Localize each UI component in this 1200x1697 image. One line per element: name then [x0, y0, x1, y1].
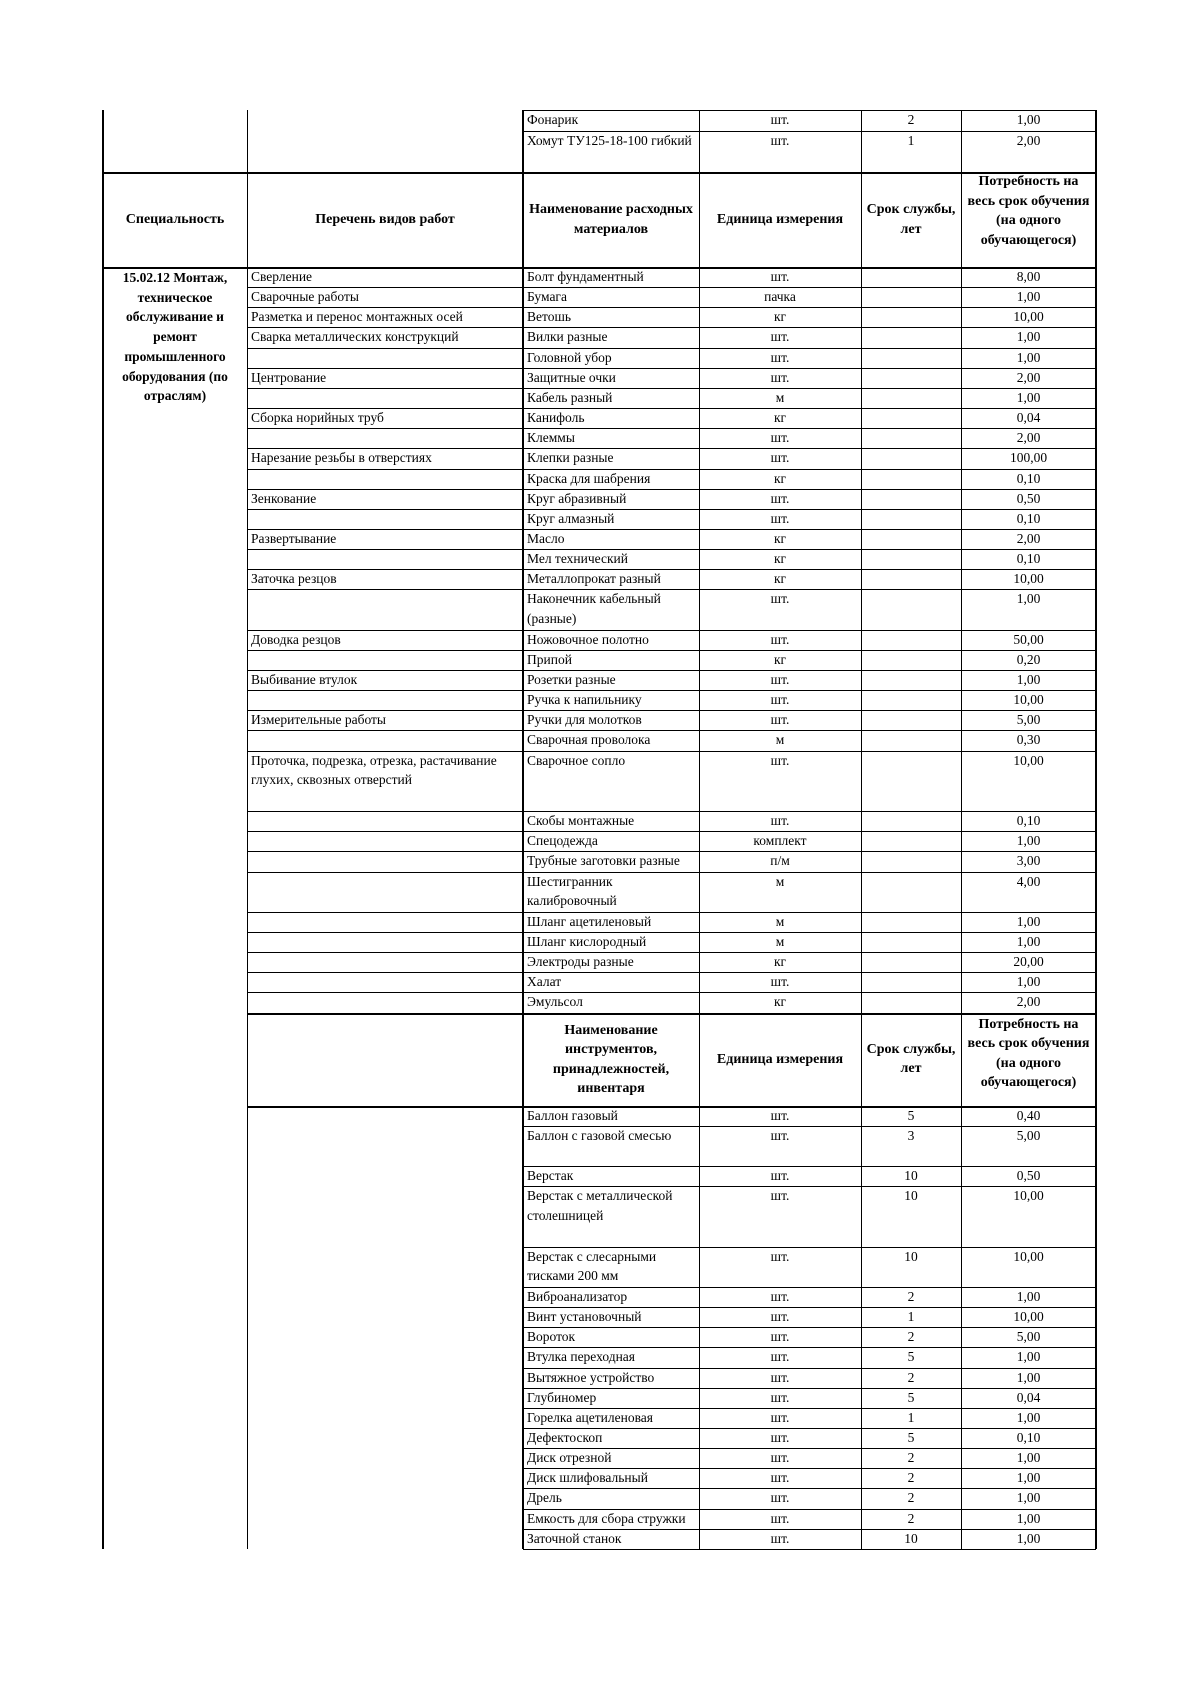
tool-unit: шт.: [770, 1248, 790, 1264]
material-unit: м: [775, 732, 785, 748]
material-name: Металлопрокат разный: [527, 571, 661, 587]
work-type: Развертывание: [251, 530, 337, 546]
material-name: Скобы монтажные: [527, 813, 635, 829]
material-unit: шт.: [770, 349, 790, 365]
tool-term: 5: [907, 1349, 915, 1365]
material-unit: шт.: [770, 490, 790, 506]
material-name: Сварочная проволока: [527, 732, 651, 748]
header-works: Перечень видов работ: [315, 212, 455, 227]
tool-name: Емкость для сбора стружки: [527, 1510, 686, 1526]
material-need: 2,00: [1016, 994, 1041, 1010]
material-name: Ветошь: [527, 309, 572, 325]
tool-name: Вороток: [527, 1329, 576, 1345]
material-unit: кг: [773, 571, 787, 587]
tool-unit: шт.: [770, 1409, 790, 1425]
tool-need: 1,00: [1016, 1409, 1041, 1425]
material-name: Шестигранник калибровочный: [527, 873, 617, 908]
material-need: 0,10: [1016, 510, 1041, 526]
item-term: 1: [907, 132, 915, 148]
work-type: Разметка и перенос монтажных осей: [251, 309, 463, 325]
tool-need: 1,00: [1016, 1530, 1041, 1546]
tool-term: 2: [907, 1470, 915, 1486]
tool-name: Верстак: [527, 1168, 574, 1183]
material-unit: шт.: [770, 672, 790, 687]
material-need: 0,10: [1016, 470, 1041, 486]
tool-need: 1,00: [1016, 1349, 1041, 1365]
material-need: 2,00: [1016, 430, 1041, 446]
material-unit: кг: [773, 651, 787, 667]
material-unit: кг: [773, 410, 787, 426]
tool-unit: шт.: [770, 1188, 790, 1204]
material-name: Болт фундаментный: [527, 269, 644, 284]
tool-name: Заточной станок: [527, 1530, 622, 1546]
material-need: 2,00: [1016, 369, 1041, 385]
material-need: 0,30: [1016, 732, 1041, 748]
material-unit: шт.: [770, 430, 790, 446]
header-tool-unit: Единица измерения: [716, 1051, 844, 1067]
work-type: Сборка норийных труб: [251, 410, 384, 426]
tool-need: 5,00: [1016, 1127, 1041, 1143]
material-name: Электроды разные: [527, 954, 634, 970]
material-name: Бумага: [527, 289, 567, 305]
material-unit: шт.: [770, 752, 790, 768]
material-name: Ножовочное полотно: [527, 631, 649, 647]
material-unit: шт.: [770, 692, 790, 708]
header-tool-name: Наименование инструментов, принадлежностей, инвентаря: [552, 1022, 670, 1097]
material-unit: кг: [773, 994, 787, 1010]
tool-need: 5,00: [1016, 1329, 1041, 1345]
work-type: Зенкование: [251, 490, 317, 506]
material-unit: кг: [773, 530, 787, 546]
material-need: 0,50: [1016, 490, 1041, 506]
tool-need: 10,00: [1013, 1248, 1044, 1264]
material-need: 20,00: [1013, 954, 1044, 970]
tool-unit: шт.: [770, 1127, 790, 1143]
tool-need: 1,00: [1016, 1510, 1041, 1526]
column-rule: [102, 110, 104, 1549]
material-need: 50,00: [1013, 631, 1044, 647]
work-type: Сварка металлических конструкций: [251, 329, 459, 345]
material-need: 1,00: [1016, 591, 1041, 607]
material-name: Круг алмазный: [527, 510, 615, 526]
tool-need: 0,10: [1016, 1429, 1041, 1445]
material-unit: шт.: [770, 510, 790, 526]
tool-name: Дефектоскоп: [527, 1429, 603, 1445]
tool-term: 10: [904, 1188, 918, 1204]
item-unit: шт.: [770, 132, 790, 148]
material-name: Ручки для молотков: [527, 712, 642, 728]
tool-term: 2: [907, 1369, 915, 1385]
tool-unit: шт.: [770, 1470, 790, 1486]
tool-need: 10,00: [1013, 1188, 1044, 1204]
work-type: Проточка, подрезка, отрезка, растачивание глухих, сквозных отверстий: [251, 752, 497, 788]
header-need: Потребность на весь срок обучения (на одного обучающегося): [967, 174, 1090, 248]
row-rule: [523, 1549, 1096, 1550]
material-need: 1,00: [1016, 329, 1041, 345]
tool-term: 10: [904, 1168, 918, 1183]
tool-term: 2: [907, 1490, 915, 1506]
material-unit: шт.: [770, 591, 790, 607]
tool-term: 10: [904, 1248, 918, 1264]
header-tool-term: Срок службы, лет: [866, 1041, 956, 1077]
tool-need: 10,00: [1013, 1309, 1044, 1325]
material-need: 0,10: [1016, 813, 1041, 829]
tool-name: Диск шлифовальный: [527, 1470, 648, 1486]
material-name: Наконечник кабельный (разные): [527, 591, 661, 626]
material-need: 1,00: [1016, 672, 1041, 687]
tool-unit: шт.: [770, 1329, 790, 1345]
tool-name: Вытяжное устройство: [527, 1369, 655, 1385]
tool-term: 5: [907, 1389, 915, 1405]
tool-need: 1,00: [1016, 1490, 1041, 1506]
tool-name: Винт установочный: [527, 1309, 642, 1325]
material-name: Спецодежда: [527, 833, 598, 849]
tool-name: Дрель: [527, 1490, 562, 1506]
header-term: Срок службы, лет: [866, 202, 956, 237]
material-name: Розетки разные: [527, 672, 616, 687]
tool-need: 1,00: [1016, 1470, 1041, 1486]
material-need: 3,00: [1016, 853, 1041, 869]
material-need: 8,00: [1016, 269, 1041, 284]
item-unit: шт.: [770, 112, 790, 127]
material-need: 100,00: [1009, 450, 1048, 466]
header-specialty: Специальность: [125, 212, 225, 227]
tool-term: 1: [907, 1409, 915, 1425]
header-material-name: Наименование расходных материалов: [529, 202, 693, 237]
tool-term: 2: [907, 1329, 915, 1345]
material-unit: шт.: [770, 631, 790, 647]
material-unit: м: [775, 389, 785, 405]
tool-term: 3: [907, 1127, 915, 1143]
material-need: 10,00: [1013, 692, 1044, 708]
material-need: 1,00: [1016, 833, 1041, 849]
work-type: Измерительные работы: [251, 712, 386, 728]
tool-name: Глубиномер: [527, 1389, 597, 1405]
column-rule: [247, 110, 248, 1549]
work-type: Доводка резцов: [251, 631, 341, 647]
header-tool-need: Потребность на весь срок обучения (на одного обучающегося): [967, 1016, 1090, 1091]
column-rule: [522, 110, 524, 1549]
item-term: 2: [907, 112, 915, 127]
material-unit: шт.: [770, 369, 790, 385]
tool-name: Втулка переходная: [527, 1349, 636, 1365]
material-unit: шт.: [770, 329, 790, 345]
material-unit: пачка: [764, 289, 796, 305]
work-type: Сварочные работы: [251, 289, 359, 305]
material-need: 1,00: [1016, 913, 1041, 929]
tool-unit: шт.: [770, 1107, 790, 1123]
specialty-name: 15.02.12 Монтаж, техническое обслуживание и ремонт промышленного оборудования (по отраслям): [122, 270, 228, 404]
material-need: 5,00: [1016, 712, 1041, 728]
header-unit: Единица измерения: [716, 212, 844, 227]
material-unit: м: [775, 913, 785, 929]
tool-term: 5: [907, 1107, 915, 1123]
material-name: Сварочное сопло: [527, 752, 626, 768]
material-unit: кг: [773, 954, 787, 970]
tool-unit: шт.: [770, 1530, 790, 1546]
material-name: Головной убор: [527, 349, 612, 365]
tool-name: Виброанализатор: [527, 1288, 628, 1304]
tool-term: 2: [907, 1450, 915, 1466]
material-unit: кг: [773, 551, 787, 567]
material-need: 10,00: [1013, 571, 1044, 587]
tool-unit: шт.: [770, 1490, 790, 1506]
material-need: 1,00: [1016, 974, 1041, 990]
tool-unit: шт.: [770, 1369, 790, 1385]
tool-term: 10: [904, 1530, 918, 1546]
material-need: 0,04: [1016, 410, 1041, 426]
material-need: 2,00: [1016, 530, 1041, 546]
material-need: 1,00: [1016, 289, 1041, 305]
tool-term: 5: [907, 1429, 915, 1445]
work-type: Нарезание резьбы в отверстиях: [251, 450, 432, 466]
tool-unit: шт.: [770, 1510, 790, 1526]
tool-unit: шт.: [770, 1450, 790, 1466]
material-unit: комплект: [753, 833, 807, 849]
material-unit: шт.: [770, 450, 790, 466]
material-name: Трубные заготовки разные: [527, 853, 680, 869]
item-name: Хомут ТУ125-18-100 гибкий: [527, 132, 692, 148]
tool-name: Баллон газовый: [527, 1107, 618, 1123]
tool-unit: шт.: [770, 1309, 790, 1325]
material-unit: м: [775, 873, 785, 889]
material-name: Круг абразивный: [527, 490, 627, 506]
tool-need: 1,00: [1016, 1450, 1041, 1466]
row-rule: [103, 172, 1096, 174]
material-need: 10,00: [1013, 309, 1044, 325]
material-unit: шт.: [770, 813, 790, 829]
tool-unit: шт.: [770, 1288, 790, 1304]
material-unit: п/м: [770, 853, 790, 869]
material-name: Краска для шабрения: [527, 470, 651, 486]
material-unit: кг: [773, 309, 787, 325]
tool-name: Верстак с слесарными тисками 200 мм: [527, 1248, 657, 1284]
material-name: Мел технический: [527, 551, 628, 567]
work-type: Центрование: [251, 369, 327, 385]
tool-need: 0,04: [1016, 1389, 1041, 1405]
material-name: Защитные очки: [527, 369, 616, 385]
tool-name: Горелка ацетиленовая: [527, 1409, 654, 1425]
material-name: Вилки разные: [527, 329, 608, 345]
material-need: 0,10: [1016, 551, 1041, 567]
material-need: 1,00: [1016, 349, 1041, 365]
tool-need: 0,40: [1016, 1107, 1041, 1123]
material-name: Клеммы: [527, 430, 575, 446]
material-unit: кг: [773, 470, 787, 486]
tool-unit: шт.: [770, 1349, 790, 1365]
material-name: Шланг кислородный: [527, 933, 647, 949]
material-need: 1,00: [1016, 389, 1041, 405]
material-name: Кабель разный: [527, 389, 613, 405]
material-name: Эмульсол: [527, 994, 583, 1010]
tool-unit: шт.: [770, 1429, 790, 1445]
tool-term: 2: [907, 1510, 915, 1526]
material-name: Канифоль: [527, 410, 585, 426]
material-unit: шт.: [770, 712, 790, 728]
material-name: Припой: [527, 651, 572, 667]
material-name: Масло: [527, 530, 565, 546]
work-type: Выбивание втулок: [251, 672, 358, 687]
work-type: Сверление: [251, 269, 313, 284]
material-unit: м: [775, 933, 785, 949]
tool-name: Диск отрезной: [527, 1450, 612, 1466]
tool-unit: шт.: [770, 1389, 790, 1405]
material-need: 1,00: [1016, 933, 1041, 949]
tool-name: Верстак с металлической столешницей: [527, 1188, 673, 1223]
tool-need: 1,00: [1016, 1369, 1041, 1385]
material-name: Халат: [527, 974, 562, 990]
material-name: Шланг ацетиленовый: [527, 913, 652, 929]
material-need: 4,00: [1016, 873, 1041, 889]
work-type: Заточка резцов: [251, 571, 337, 587]
tool-term: 2: [907, 1288, 915, 1304]
item-need: 1,00: [1016, 112, 1041, 127]
item-name: Фонарик: [527, 112, 579, 127]
tool-name: Баллон с газовой смесью: [527, 1127, 672, 1143]
material-need: 0,20: [1016, 651, 1041, 667]
material-name: Клепки разные: [527, 450, 614, 466]
material-name: Ручка к напильнику: [527, 692, 642, 708]
material-need: 10,00: [1013, 752, 1044, 768]
tool-unit: шт.: [770, 1168, 790, 1183]
material-unit: шт.: [770, 269, 790, 284]
material-unit: шт.: [770, 974, 790, 990]
tool-need: 1,00: [1016, 1288, 1041, 1304]
item-need: 2,00: [1016, 132, 1041, 148]
tool-need: 0,50: [1016, 1168, 1041, 1183]
tool-term: 1: [907, 1309, 915, 1325]
